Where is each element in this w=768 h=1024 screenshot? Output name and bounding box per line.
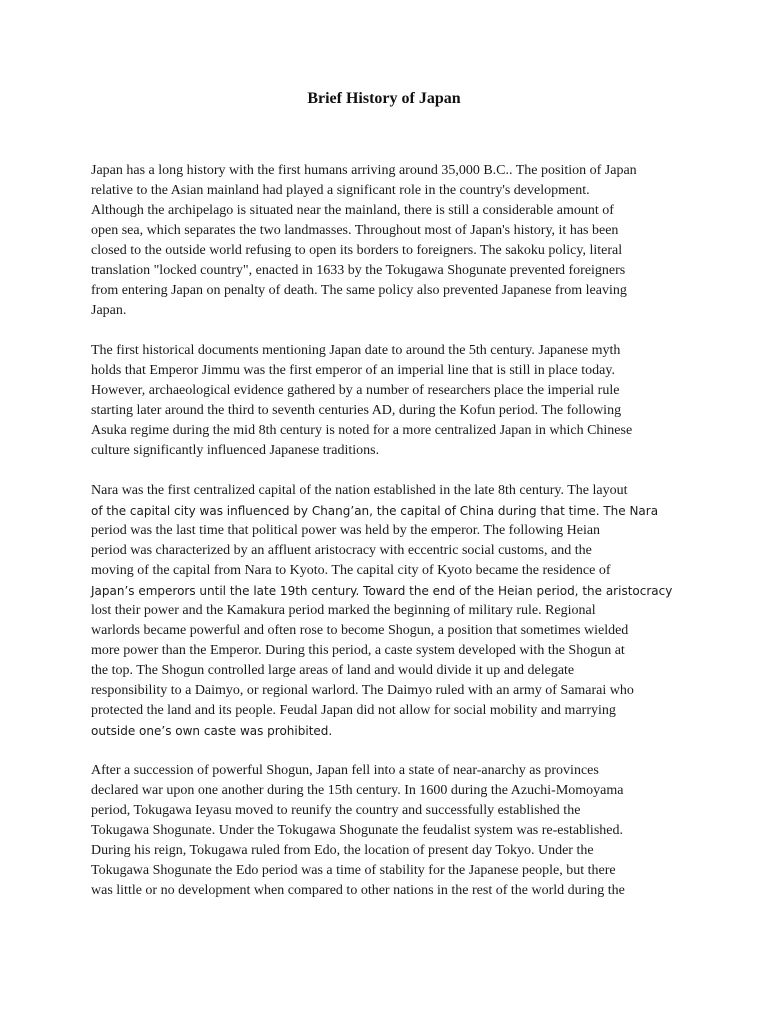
text-line: protected the land and its people. Feudal Japan did not allow for social mobility and marrying: [91, 703, 616, 718]
text-line: holds that Emperor Jimmu was the first emperor of an imperial line that is still in place today.: [91, 363, 615, 378]
text-line: Japan has a long history with the first humans arriving around 35,000 B.C.. The position of Japan: [91, 163, 637, 178]
text-line: culture significantly influenced Japanese traditions.: [91, 443, 380, 458]
text-line: from entering Japan on penalty of death. The same policy also prevented Japanese from leaving: [91, 283, 627, 298]
text-line: period was the last time that political power was held by the emperor. The following Heian: [91, 523, 601, 538]
text-line: starting later around the third to seventh centuries AD, during the Kofun period. The following: [91, 403, 622, 418]
text-line: declared war upon one another during the 15th century. In 1600 during the Azuchi-Momoyama: [91, 783, 624, 798]
text-line: warlords became powerful and often rose to become Shogun, a position that sometimes wielded: [91, 623, 629, 638]
text-line: Tokugawa Shogunate the Edo period was a time of stability for the Japanese people, but there: [91, 863, 616, 878]
text-line: translation "locked country", enacted in 1633 by the Tokugawa Shogunate prevented foreigners: [91, 263, 626, 278]
paragraph-2: [91, 341, 686, 461]
text-line: open sea, which separates the two landmasses. Throughout most of Japan's history, it has been: [91, 223, 619, 238]
text-line: However, archaeological evidence gathered by a number of researchers place the imperial rule: [91, 383, 620, 398]
paragraph-1: [91, 161, 686, 321]
text-line: Tokugawa Shogunate. Under the Tokugawa Shogunate the feudalist system was re-established.: [91, 823, 623, 838]
text-line: responsibility to a Daimyo, or regional warlord. The Daimyo ruled with an army of Samarai who: [91, 683, 634, 698]
text-line: Japan.: [91, 303, 127, 318]
document-title: Brief History of Japan: [307, 90, 461, 107]
paragraph-4: [91, 761, 686, 901]
text-line: Japan’s emperors until the late 19th century. Toward the end of the Heian period, the aristocracy: [91, 584, 673, 598]
text-line: of the capital city was influenced by Chang’an, the capital of China during that time. The Nara: [91, 504, 659, 518]
text-line: relative to the Asian mainland had played a significant role in the country's development.: [91, 183, 590, 198]
text-line: period, Tokugawa Ieyasu moved to reunify the country and successfully established the: [91, 803, 581, 818]
text-line: lost their power and the Kamakura period marked the beginning of military rule. Regional: [91, 603, 596, 618]
paragraph-3: [91, 481, 686, 741]
text-line: was little or no development when compared to other nations in the rest of the world during the: [91, 883, 625, 898]
text-line: The first historical documents mentioning Japan date to around the 5th century. Japanese myth: [91, 343, 621, 358]
text-line: Nara was the first centralized capital of the nation established in the late 8th century. The layout: [91, 483, 628, 498]
text-line: Although the archipelago is situated near the mainland, there is still a considerable amount of: [91, 203, 614, 218]
text-line: period was characterized by an affluent aristocracy with eccentric social customs, and the: [91, 543, 592, 558]
text-line: During his reign, Tokugawa ruled from Edo, the location of present day Tokyo. Under the: [91, 843, 594, 858]
text-line: After a succession of powerful Shogun, Japan fell into a state of near-anarchy as provinces: [91, 763, 599, 778]
text-line: moving of the capital from Nara to Kyoto. The capital city of Kyoto became the residence of: [91, 563, 611, 578]
text-line: the top. The Shogun controlled large areas of land and would divide it up and delegate: [91, 663, 575, 678]
text-line: closed to the outside world refusing to open its borders to foreigners. The sakoku policy, literal: [91, 243, 623, 258]
document-body: [91, 161, 686, 921]
text-line: outside one’s own caste was prohibited.: [91, 724, 333, 738]
text-line: Asuka regime during the mid 8th century is noted for a more centralized Japan in which Chinese: [91, 423, 633, 438]
text-line: more power than the Emperor. During this period, a caste system developed with the Shogun at: [91, 643, 625, 658]
